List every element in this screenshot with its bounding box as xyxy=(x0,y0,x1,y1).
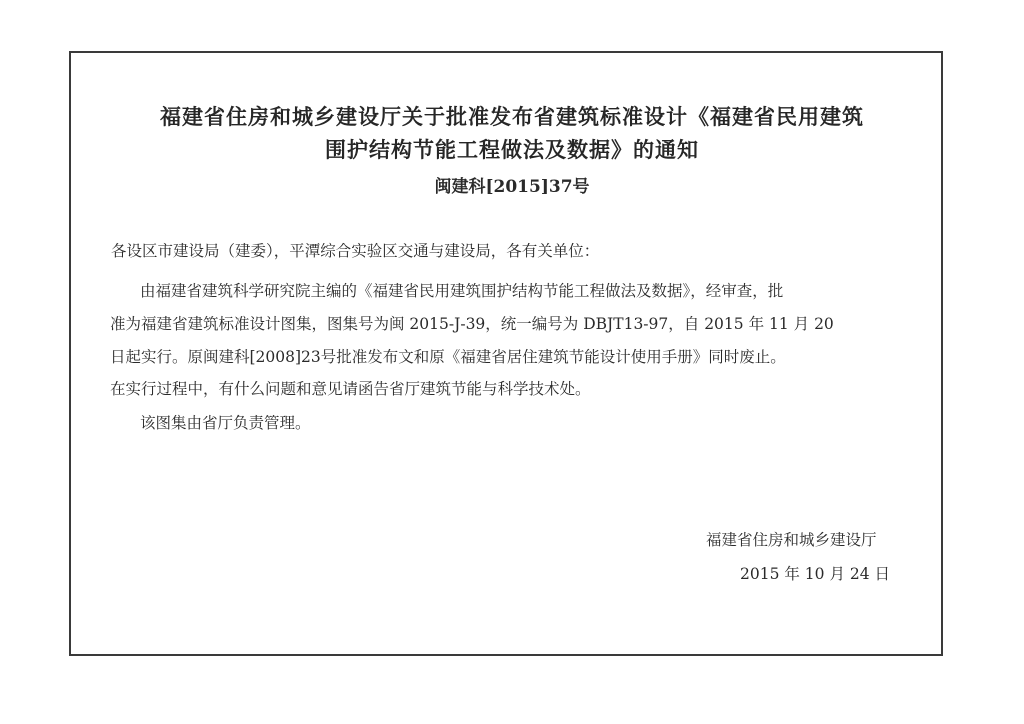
issuer-signature: 福建省住房和城乡建设厅 xyxy=(706,531,877,549)
notice-title-line-1: 福建省住房和城乡建设厅关于批准发布省建筑标准设计《福建省民用建筑 xyxy=(160,104,864,129)
body-line: 由福建省建筑科学研究院主编的《福建省民用建筑围护结构节能工程做法及数据》，经审查，批 xyxy=(140,282,784,300)
body-line: 日起实行。原闽建科[2008]23号批准发布文和原《福建省居住建筑节能设计使用手册》同时废止。 xyxy=(110,348,786,366)
body-line: 在实行过程中，有什么问题和意见请函告省厅建筑节能与科学技术处。 xyxy=(110,380,591,398)
body-line: 该图集由省厅负责管理。 xyxy=(140,414,311,432)
notice-title-line-2: 围护结构节能工程做法及数据》的通知 xyxy=(325,137,699,162)
document-number: 闽建科[2015]37号 xyxy=(434,177,590,197)
body-line: 准为福建省建筑标准设计图集，图集号为闽 2015-J-39，统一编号为 DBJT13-97，自 2015 年 11 月 20 xyxy=(110,315,834,333)
salutation: 各设区市建设局（建委），平潭综合实验区交通与建设局，各有关单位： xyxy=(111,242,600,260)
issue-date: 2015 年 10 月 24 日 xyxy=(740,565,891,583)
